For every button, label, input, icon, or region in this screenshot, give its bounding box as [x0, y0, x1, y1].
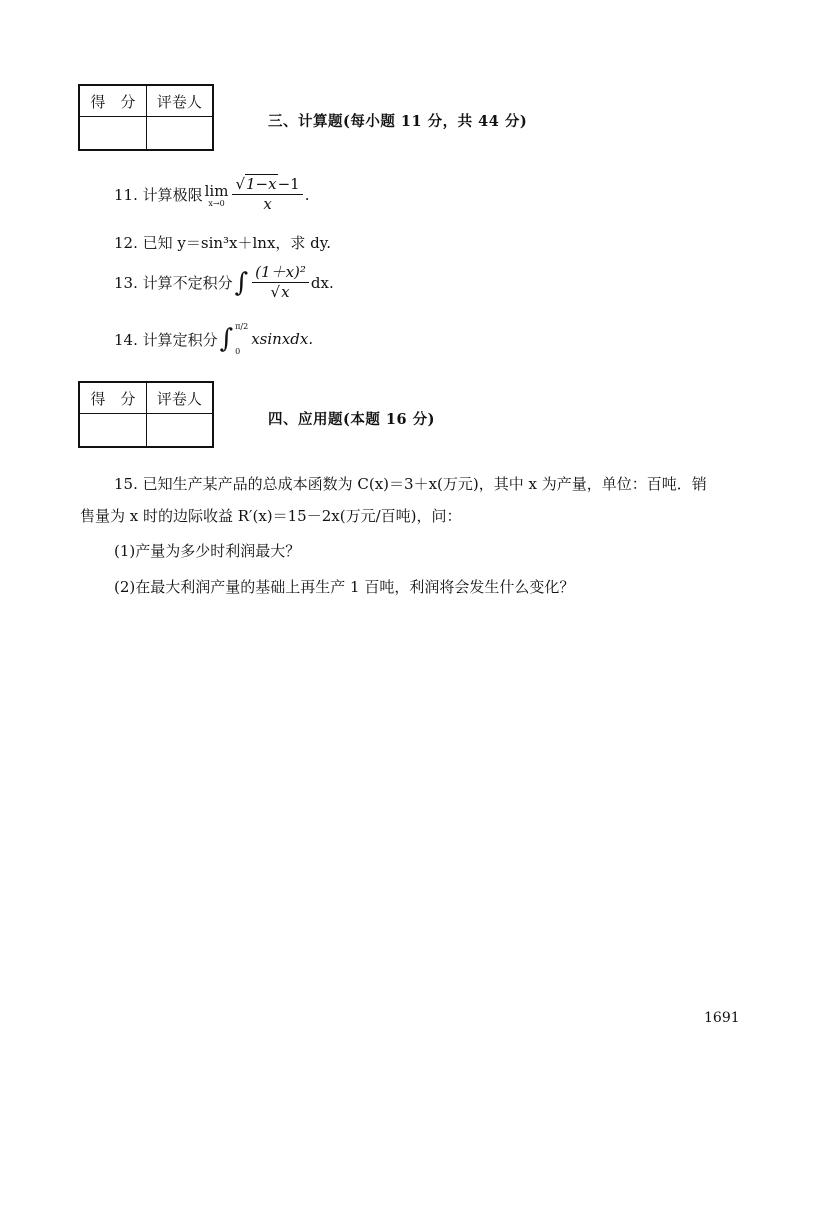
question-12: 12. 已知 y＝sin³x＋lnx，求 dy.: [114, 234, 332, 252]
question-13: 13. 计算不定积分 ∫ $\frac{\text{(1＋x)²}}{√x}$ dx.: [114, 263, 334, 301]
q11-label: 11. 计算极限: [114, 186, 203, 204]
q14-label: 14. 计算定积分: [114, 330, 218, 349]
score-header: 得 分: [79, 382, 146, 414]
integral-sign: ∫: [234, 267, 249, 298]
score-cell[interactable]: [79, 117, 146, 151]
score-cell[interactable]: [79, 414, 146, 448]
question-14: 14. 计算定积分 ∫ π/2 0 xsinxdx.: [114, 322, 314, 356]
grader-cell[interactable]: [146, 414, 213, 448]
section4-title: 四、应用题(本题 16 分): [268, 411, 435, 428]
q13-label: 13. 计算不定积分: [114, 274, 233, 292]
grader-header: 评卷人: [146, 382, 213, 414]
grader-cell[interactable]: [146, 117, 213, 151]
score-table-section4: [78, 381, 214, 448]
score-header: 得 分: [79, 85, 146, 117]
page-number: 1691: [704, 1010, 740, 1026]
section3-title: 三、计算题(每小题 11 分，共 44 分): [268, 113, 528, 130]
integral-limits: π/2 0: [235, 322, 249, 356]
q15-sub2: (2)在最大利润产量的基础上再生产 1 百吨，利润将会发生什么变化？: [114, 578, 575, 596]
q15-line2: 售量为 x 时的边际收益 R′(x)＝15－2x(万元/百吨)，问：: [80, 507, 462, 525]
score-table-section3: [78, 84, 214, 151]
q11-fraction: $\frac{√1-x-1}{x}$: [232, 176, 302, 213]
integral-sign: ∫: [219, 324, 234, 354]
grader-header: 评卷人: [146, 85, 213, 117]
q15-line1: 15. 已知生产某产品的总成本函数为 C(x)＝3＋x(万元)，其中 x 为产量，单位：百吨．销: [114, 475, 707, 493]
q11-limit: lim x→0: [204, 181, 229, 208]
question-15: [80, 468, 752, 532]
q15-sub1: (1)产量为多少时利润最大？: [114, 542, 301, 560]
q13-fraction: $\frac{\text{(1＋x)²}}{√x}$: [252, 264, 309, 301]
question-11: 11. 计算极限 lim x→0 $\frac{√1-x-1}{x}$ .: [114, 175, 310, 213]
